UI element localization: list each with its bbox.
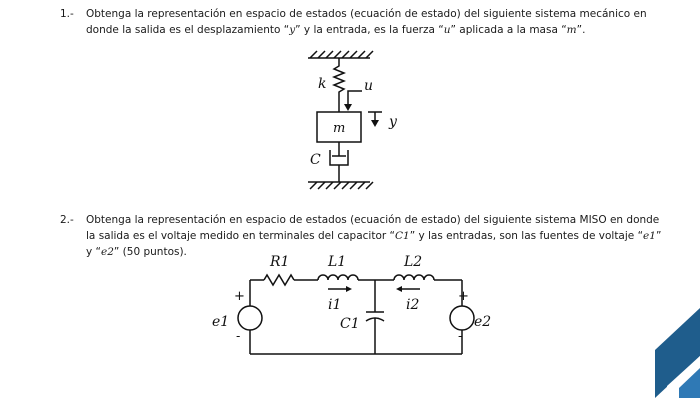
source-e1-label: e1 bbox=[212, 314, 230, 330]
problem-2-number: 2.- bbox=[60, 214, 74, 226]
source-e1-minus: - bbox=[236, 329, 241, 343]
resistor-r1-label: R1 bbox=[270, 254, 290, 270]
displacement-label: y bbox=[389, 114, 397, 130]
next-page-chevron-icon[interactable] bbox=[655, 308, 700, 398]
problem-1-statement: Obtenga la representación en espacio de estados (ecuación de estado) del siguiente sistema mecánico en donde la salida es el desplazamiento “y” y la entrada, es la fuerza “u” aplicada a la masa “m”. bbox=[86, 8, 647, 36]
source-e1 bbox=[238, 306, 262, 330]
inductor-l2-label: L2 bbox=[404, 254, 423, 270]
current-i2-arrowhead bbox=[396, 286, 402, 292]
current-i1-label: i1 bbox=[328, 297, 342, 313]
inductor-l1-label: L1 bbox=[328, 254, 347, 270]
inductor-l2 bbox=[394, 275, 434, 280]
problem-1-number: 1.- bbox=[60, 8, 74, 20]
source-e1-plus: + bbox=[234, 289, 245, 304]
miso-circuit-diagram bbox=[200, 246, 510, 362]
capacitor-c1-label: C1 bbox=[340, 316, 360, 332]
top-wall-hatch bbox=[310, 51, 373, 58]
source-e2 bbox=[450, 306, 474, 330]
source-e2-plus: + bbox=[458, 289, 469, 304]
source-e2-label: e2 bbox=[474, 314, 492, 330]
resistor-r1 bbox=[264, 275, 294, 285]
displacement-arrowhead bbox=[371, 120, 379, 127]
mass-spring-damper-diagram bbox=[290, 44, 410, 202]
force-arrowhead bbox=[344, 104, 352, 111]
source-e2-minus: - bbox=[458, 329, 463, 343]
current-i2-label: i2 bbox=[406, 297, 420, 313]
force-label: u bbox=[364, 78, 374, 94]
spring bbox=[334, 58, 344, 112]
problem-2-statement: Obtenga la representación en espacio de estados (ecuación de estado) del siguiente sistema MISO en donde la salida es el voltaje medido en terminales del capacitor “C1” y las entradas, son las fuentes de voltaje “e1” y “e2” (50 puntos). bbox=[86, 214, 662, 258]
damper bbox=[330, 142, 348, 182]
force-arrow bbox=[348, 91, 362, 106]
damper-label: C bbox=[310, 152, 321, 168]
spring-label: k bbox=[318, 76, 327, 92]
bottom-wall-hatch bbox=[310, 182, 373, 189]
inductor-l1 bbox=[318, 275, 358, 280]
mass-label: m bbox=[333, 121, 346, 136]
current-i1-arrowhead bbox=[346, 286, 352, 292]
